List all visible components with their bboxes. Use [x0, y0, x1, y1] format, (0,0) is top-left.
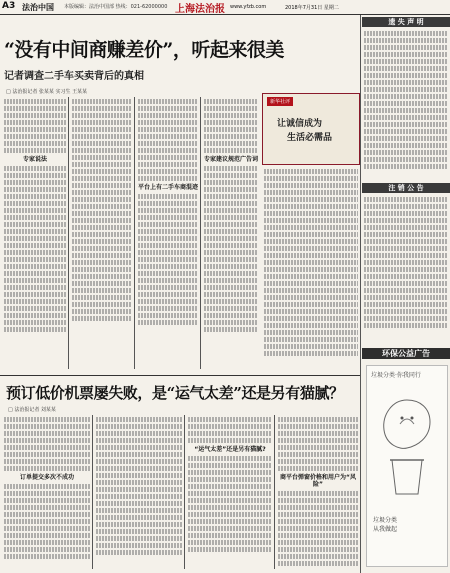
website-url: www.yfzb.com [230, 4, 267, 10]
commentary-body [264, 167, 358, 369]
notices-column [362, 15, 450, 573]
slogan-line-1: 垃圾分类 [373, 517, 398, 524]
environment-ad-caption: 垃圾分类·你我同行 [371, 372, 421, 379]
environment-ad [366, 365, 448, 567]
deregistration-notice-title: 注 销 公 告 [362, 183, 450, 193]
second-column-4 [278, 415, 358, 569]
second-section-heading: “运气太差”还是另有猫腻? [194, 446, 266, 453]
issue-date: 2018年7月31日 星期二 [285, 5, 339, 11]
lead-column-2 [72, 97, 132, 369]
commentary-title-line2: 生活必需品 [287, 133, 333, 143]
lead-column-3 [138, 97, 198, 369]
commentary-title-line1: 让诚信成为 [277, 119, 323, 129]
masthead [0, 0, 450, 15]
lost-notice-list [364, 29, 448, 179]
second-column-3 [188, 415, 272, 569]
environment-ad-slogan [373, 516, 397, 534]
deregistration-notice-list [364, 195, 448, 343]
second-section-heading: 订单提交多次不成功 [19, 474, 74, 481]
commentary-tag: 新华社评 [267, 97, 293, 106]
slogan-line-2: 从我做起 [373, 526, 398, 533]
second-section-heading: 商平台弹窗价格和用户为“风险” [280, 474, 356, 488]
hotline: 本版编辑：法治中国部 热线：021-62000000 [64, 4, 168, 10]
second-column-1 [4, 415, 90, 569]
section-name: 法治中国 [22, 3, 54, 12]
page-number: A3 [2, 1, 16, 11]
recycle-illustration-icon [372, 390, 442, 500]
newspaper-logo: 上海法治报 [175, 4, 225, 15]
second-column-2 [96, 415, 182, 569]
main-content [0, 15, 360, 573]
second-byline: □ 法治报记者 刘某某 [8, 407, 56, 413]
second-headline: 预订低价机票屡失败，是“运气太差”还是另有猫腻？ [6, 384, 344, 402]
lead-section-heading: 平台上有二手车商混迹 [138, 184, 198, 191]
lead-section-heading: 专家建议规范广告词 [204, 156, 258, 163]
lost-notice-title: 遗 失 声 明 [362, 17, 450, 27]
section-divider [0, 375, 360, 376]
commentary-box [262, 93, 360, 165]
lead-headline: “没有中间商赚差价”，听起来很美 [4, 39, 284, 61]
lead-byline: □ 法治报记者 张某某 实习生 王某某 [6, 89, 88, 95]
lead-column-1 [4, 97, 66, 369]
lead-subheadline: 记者调查二手车买卖背后的真相 [4, 71, 144, 82]
environment-ad-title: 环保公益广告 [362, 348, 450, 359]
lead-section-heading: 专家说法 [22, 156, 47, 163]
lead-column-4 [204, 97, 258, 369]
